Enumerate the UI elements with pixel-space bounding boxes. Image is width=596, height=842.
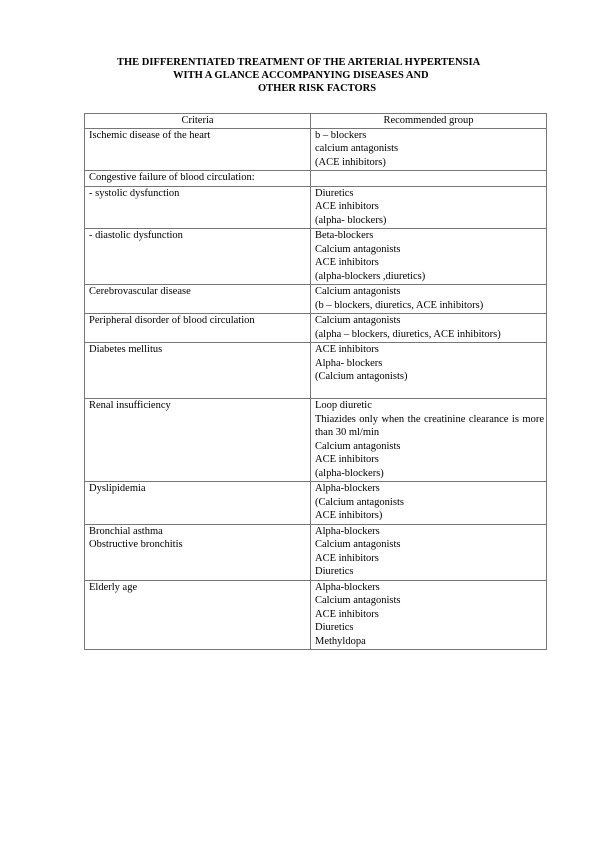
drug-group-text: (alpha-blockers) [315,467,384,479]
drug-group-text: ACE inhibitors [315,454,379,465]
drug-group-text: Methyldopa [315,635,366,647]
criteria-text: Congestive failure of blood circulation: [89,172,255,183]
drug-group-text: Calcium antagonists [315,539,401,550]
table-row [85,399,547,482]
criteria-text: - diastolic dysfunction [89,230,183,241]
drug-group-text: Calcium antagonists [315,595,401,606]
criteria-text: Dyslipidemia [89,483,146,494]
drug-group-text: Calcium antagonists [315,286,401,297]
drug-group-text: Calcium antagonists [315,243,401,255]
table-header-row [85,114,547,129]
criteria-cell [85,580,311,650]
title-line-3: OTHER RISK FACTORS [258,83,377,94]
criteria-cell [85,524,311,580]
table-row [85,524,547,580]
drug-group-text: (alpha-blockers ,diuretics) [315,270,426,282]
recommended-group-cell [311,482,547,525]
drug-group-text: Alpha-blockers [315,483,380,494]
criteria-text: Diabetes mellitus [89,344,163,355]
drug-group-text: Diuretics [315,622,354,633]
drug-group-text: (ACE inhibitors) [315,156,386,168]
recommended-group-cell [311,128,547,171]
criteria-text: Peripheral disorder of blood circulation [89,315,255,326]
drug-group-text: (Calcium antagonists [315,496,404,508]
criteria-cell [85,399,311,482]
recommended-group-cell [311,343,547,399]
drug-group-text: ACE inhibitors [315,344,379,355]
criteria-cell [85,128,311,171]
table-row [85,128,547,171]
table-row [85,229,547,285]
criteria-cell [85,186,311,229]
criteria-cell [85,285,311,314]
recommended-group-cell [311,524,547,580]
criteria-cell [85,171,311,187]
drug-group-text: Loop diuretic [315,400,372,411]
drug-group-text: ACE inhibitors [315,552,379,564]
drug-group-text [315,384,546,398]
drug-group-text: Calcium antagonists [315,440,401,452]
table-row [85,171,547,187]
drug-group-text: (alpha – blockers, diuretics, ACE inhibitors) [315,328,501,340]
criteria-cell [85,343,311,399]
treatment-table [84,113,547,650]
drug-group-text: Diuretics [315,566,354,577]
drug-group-text: (alpha- blockers) [315,214,387,226]
title-line-2: WITH A GLANCE ACCOMPANYING DISEASES AND [173,70,429,81]
criteria-text: Cerebrovascular disease [89,286,191,297]
table-row [85,343,547,399]
drug-group-text: Calcium antagonists [315,315,401,326]
recommended-group-cell [311,314,547,343]
table-row [85,285,547,314]
drug-group-text: b – blockers [315,129,367,141]
criteria-text: Renal insufficiency [89,400,171,411]
recommended-group-cell [311,229,547,285]
table-row [85,186,547,229]
drug-group-text: Alpha-blockers [315,525,380,537]
header-criteria: Criteria [85,114,311,129]
drug-group-text: ACE inhibitors [315,608,379,620]
drug-group-text: calcium antagonists [315,143,399,154]
header-recommended-group: Recommended group [311,114,547,129]
recommended-group-cell [311,399,547,482]
criteria-text: Ischemic disease of the heart [89,129,211,141]
drug-group-text: ACE inhibitors [315,201,379,212]
recommended-group-cell [311,186,547,229]
recommended-group-cell [311,580,547,650]
table-row [85,580,547,650]
criteria-cell [85,229,311,285]
document-title [84,56,546,95]
drug-group-text: Beta-blockers [315,230,374,241]
title-line-1: THE DIFFERENTIATED TREATMENT OF THE ARTERIAL HYPERTENSIA [117,57,481,68]
drug-group-text: Alpha-blockers [315,581,380,593]
drug-group-text: ACE inhibitors [315,257,379,268]
recommended-group-cell [311,171,547,187]
criteria-text: - systolic dysfunction [89,187,180,199]
table-row [85,482,547,525]
criteria-cell [85,314,311,343]
drug-group-text: Thiazides only when the creatinine clearance is more than 30 ml/min [315,413,544,438]
criteria-cell [85,482,311,525]
criteria-text: Obstructive bronchitis [89,539,183,550]
drug-group-text: ACE inhibitors) [315,510,383,521]
recommended-group-cell [311,285,547,314]
drug-group-text: (Calcium antagonists) [315,371,408,382]
drug-group-text: (b – blockers, diuretics, ACE inhibitors) [315,299,484,311]
drug-group-text: Alpha- blockers [315,357,383,369]
drug-group-text: Diuretics [315,187,354,199]
criteria-text: Bronchial asthma [89,525,163,537]
criteria-text: Elderly age [89,581,138,593]
table-row [85,314,547,343]
